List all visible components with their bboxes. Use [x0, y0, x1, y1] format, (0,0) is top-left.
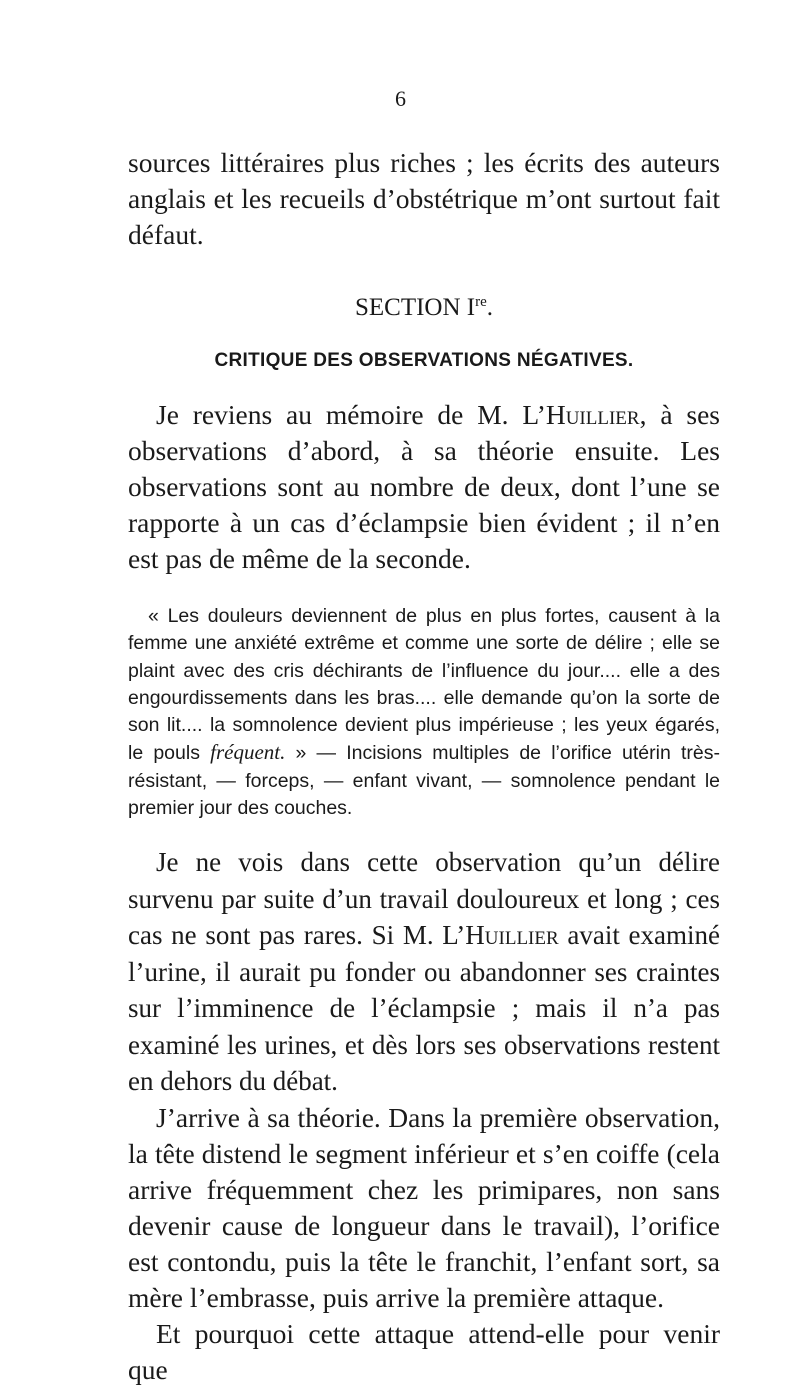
- observation-quote: [128, 603, 720, 822]
- paragraph-attaque: Et pourquoi cette attaque attend-elle pour venir que: [128, 1317, 720, 1385]
- paragraph-delire: [128, 844, 720, 1100]
- section-title-end: .: [486, 294, 494, 321]
- page-content: [128, 145, 720, 1388]
- section-title-main: SECTION I: [354, 294, 476, 321]
- author-name: L’Huillier: [522, 399, 640, 430]
- section-subtitle: CRITIQUE DES OBSERVATIONS NÉGATIVES.: [214, 350, 634, 371]
- quote-italic: fréquent.: [210, 740, 286, 765]
- section-title-superscript: re: [475, 294, 487, 310]
- paragraph-memoire-text-1: Je reviens au mémoire de M.: [156, 399, 523, 430]
- paragraph-delire-text-2: avait examiné l’urine, il aurait pu fonder ou abandonner ses craintes sur l’imminence de l’éclampsie ; mais il n’a pas examiné les urines, et dès lors ses observations restent en dehors du débat.: [128, 920, 720, 1097]
- page-number: 6: [395, 86, 406, 111]
- paragraph-theorie: J’arrive à sa théorie. Dans la première observation, la tête distend le segment inférieur et s’en coiffe (cela arrive fréquemment chez les primipares, non sans devenir cause de longueur dans le travail), l’orifice est contondu, puis la tête le franchit, l’enfant sort, sa mère l’embrasse, puis arrive la première attaque.: [128, 1101, 720, 1313]
- paragraph-memoire: [128, 397, 720, 577]
- section-title: [128, 287, 720, 323]
- paragraph-memoire-text-2: , à ses observations d’abord, à sa théorie ensuite. Les observations sont au nombre de deux, dont l’une se rapporte à un cas d’éclampsie bien évident ; il n’en est pas de même de la seconde.: [128, 399, 720, 574]
- author-name: L’Huillier: [442, 920, 559, 951]
- quote-text-1: « Les douleurs deviennent de plus en plus fortes, causent à la femme une anxiété extrême et comme une sorte de délire ; elle se plaint avec des cris déchirants de l’influence du jour.... elle a des engourdissements dans les bras.... elle demande qu’on la sorte de son lit.... la somnolence devient plus impérieuse ; les yeux égarés, le pouls: [128, 605, 720, 765]
- paragraph-delire-text-1: Je ne vois dans cette observation qu’un délire survenu par suite d’un travail douloureux et long ; ces cas ne sont pas rares. Si M.: [128, 847, 720, 951]
- quote-text-2: » — Incisions multiples de l’orifice utérin très-résistant, — forceps, — enfant vivant, — somnolence pendant le premier jour des couches.: [128, 742, 720, 820]
- intro-paragraph: sources littéraires plus riches ; les écrits des auteurs anglais et les recueils d’obstétrique m’ont surtout fait défaut.: [128, 147, 720, 250]
